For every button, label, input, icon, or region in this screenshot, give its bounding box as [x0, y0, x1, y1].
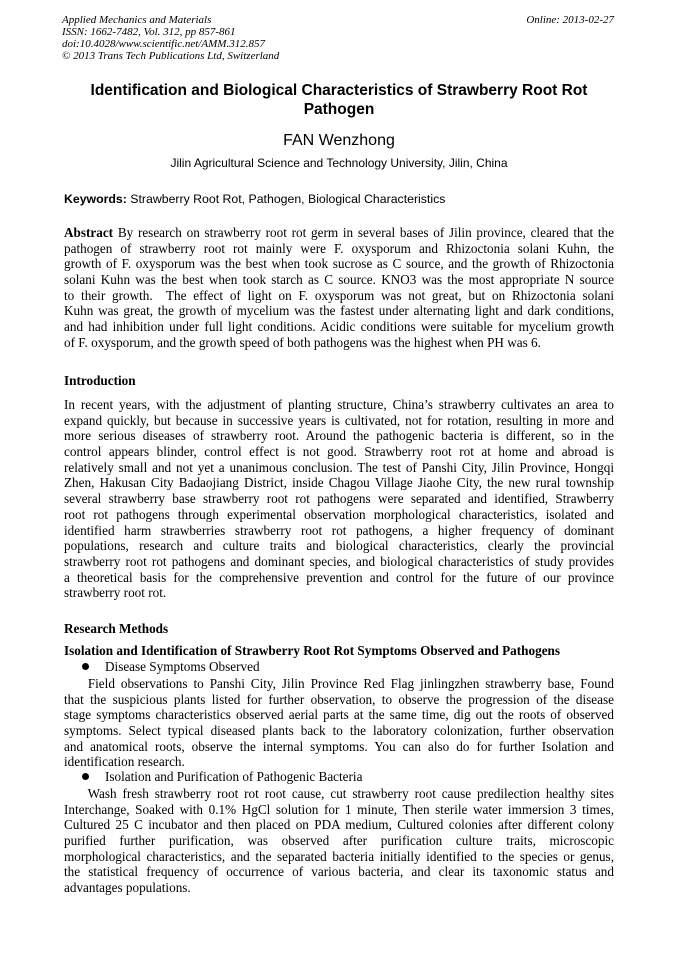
doi: doi:10.4028/www.scientific.net/AMM.312.857 — [62, 38, 265, 50]
issn: ISSN: 1662-7482, Vol. 312, pp 857-861 — [62, 26, 236, 38]
line-text: root rot pathogens through experimental observation morphological characteristics, isolated and — [64, 506, 614, 522]
text-line — [64, 538, 614, 554]
author: FAN Wenzhong — [283, 132, 395, 149]
disease-symptoms-paragraph — [64, 676, 614, 770]
copyright: © 2013 Trans Tech Publications Ltd, Switzerland — [62, 50, 280, 62]
line-text: morphological characteristics, and the separated bacteria initially identified to the species or genus, — [64, 848, 614, 864]
text-line — [64, 554, 614, 570]
bullet-item — [82, 659, 260, 675]
line-text: Interchange, Soaked with 0.1% HgCl solution for 1 minute, Then sterile water immersion 3 times, — [64, 801, 614, 817]
text-line — [64, 507, 614, 523]
line-text: of F. oxysporum, and the growth speed of both pathogens was the highest when PH was 6. — [64, 334, 541, 350]
line-text: strawberry root rot. — [64, 585, 167, 601]
line-text: Cultured 25 C incubator and then placed on PDA medium, Cultured colonies after different colony — [64, 817, 614, 833]
text-line — [64, 241, 614, 257]
title-line: Identification and Biological Characteristics of Strawberry Root Rot — [90, 82, 588, 99]
text-line — [64, 335, 614, 351]
text-line — [64, 707, 614, 723]
text-line — [64, 256, 614, 272]
bullet-label: Isolation and Purification of Pathogenic Bacteria — [105, 769, 363, 784]
abstract-label: Abstract — [64, 225, 114, 240]
text-line — [64, 817, 614, 833]
text-line — [64, 303, 614, 319]
line-text: In recent years, with the adjustment of planting structure, China’s strawberry cultivates an area to — [64, 397, 614, 412]
keywords-text: Strawberry Root Rot, Pathogen, Biological Characteristics — [126, 192, 446, 206]
text-line — [64, 397, 614, 413]
journal-name: Applied Mechanics and Materials — [62, 14, 212, 26]
line-text: strawberry root rot pathogens and dominant species, and biological characteristics of study provides — [64, 553, 614, 569]
line-text: purified further purification, was observed after purification culture traits, microscopic — [64, 833, 614, 849]
line-text: Field observations to Panshi City, Jilin Province Red Flag jinlingzhen strawberry base, Found — [64, 676, 615, 691]
line-text: several strawberry base strawberry root rot pathogens were separated and identified, Strawberry — [64, 491, 614, 507]
line-text: By research on strawberry root rot germ in several bases of Jilin province, cleared that the — [113, 225, 614, 240]
text-line — [64, 739, 614, 755]
title-line: Pathogen — [303, 101, 375, 118]
bullet-icon — [82, 663, 89, 670]
line-text: that the suspicious plants listed for further observation, to observe the progression of the disease — [64, 691, 614, 707]
text-line — [64, 413, 614, 429]
line-text: to their growth. The effect of light on F. oxysporum was not great, but on Rhizoctonia solani — [64, 287, 614, 303]
methods-subheading: Isolation and Identification of Strawberry Root Rot Symptoms Observed and Pathogens — [64, 643, 561, 658]
text-line — [64, 864, 614, 880]
line-text: the statistical frequency of occurrence of various bacteria, and clear its taxonomic status and — [64, 864, 614, 880]
line-text: Kuhn was great, the growth of mycelium was the fastest under alternating light and dark conditions, — [64, 303, 614, 319]
line-text: relatively small and not yet a unanimous conclusion. The test of Panshi City, Jilin Province, Hongqi — [64, 459, 614, 475]
bullet-icon — [82, 773, 89, 780]
text-line — [64, 676, 614, 692]
keywords-label: Keywords: — [64, 192, 127, 206]
text-line — [64, 225, 614, 241]
text-line — [64, 523, 614, 539]
text-line — [64, 880, 614, 896]
text-line — [64, 849, 614, 865]
methods-heading: Research Methods — [64, 621, 169, 636]
text-line — [64, 444, 614, 460]
line-text: expand quickly, but because in successive years is cultivated, not for rotation, resulting in more and — [64, 412, 614, 428]
affiliation: Jilin Agricultural Science and Technology University, Jilin, China — [170, 156, 508, 170]
line-text: identified harm strawberries strawberry root rot pathogens, a higher frequency of dominant — [64, 522, 614, 538]
text-line — [64, 570, 614, 586]
line-text: populations, research and culture traits and biological characteristics, clearly the provincial — [64, 538, 614, 554]
line-text: identification research. — [64, 754, 185, 770]
text-line — [64, 428, 614, 444]
journal-header — [62, 14, 279, 62]
line-text: more serious diseases of strawberry root. Around the pathogenic bacteria is different, so in the — [64, 428, 614, 444]
text-line — [64, 272, 614, 288]
text-line — [64, 585, 614, 601]
line-text: and had inhibition under full light conditions. Acidic conditions were suitable for mycelium growth — [64, 319, 614, 335]
line-text: Wash fresh strawberry root rot root cause, cut strawberry root cause predilection healthy sites — [64, 786, 615, 801]
keywords — [64, 192, 445, 207]
isolation-paragraph — [64, 786, 614, 896]
introduction-paragraph — [64, 397, 614, 601]
text-line — [64, 288, 614, 304]
text-line — [64, 723, 614, 739]
introduction-heading: Introduction — [64, 373, 136, 388]
line-text: stage symptoms characteristics observed aerial parts at the same time, dig out the roots of observed — [64, 707, 614, 723]
text-line — [64, 692, 614, 708]
bullet-label: Disease Symptoms Observed — [105, 659, 260, 674]
line-text: control appears blinder, control effect is not good. Strawberry root rot at home and abroad is — [64, 444, 614, 460]
text-line — [64, 754, 614, 770]
text-line — [64, 833, 614, 849]
paper-title — [64, 81, 614, 119]
line-text: pathogen of strawberry root rot mainly were F. oxysporum and Rhizoctonia solani Kuhn, the — [64, 240, 614, 256]
text-line — [64, 786, 614, 802]
text-line — [64, 491, 614, 507]
text-line — [64, 460, 614, 476]
line-text: advantages populations. — [64, 880, 191, 896]
line-text: symptoms. Select typical diseased plants back to the laboratory colonization, further observation — [64, 723, 614, 739]
bullet-item — [82, 769, 362, 785]
abstract — [64, 225, 614, 351]
line-text: solani Kuhn was the best when took starch as C source. KNO3 was the most appropriate N source — [64, 272, 614, 288]
text-line — [64, 802, 614, 818]
text-line — [64, 319, 614, 335]
online-date: Online: 2013-02-27 — [526, 14, 614, 26]
text-line — [64, 475, 614, 491]
line-text: a theoretical basis for the comprehensive prevention and control for the future of our province — [64, 569, 614, 585]
line-text: growth of F. oxysporum was the best when took sucrose as C source, and the growth of Rhizoctonia — [64, 256, 614, 272]
line-text: Zhen, Hakusan City Badaojiang District, inside Chagou Village Jiaohe City, the new rural township — [64, 475, 614, 491]
line-text: and anatomical roots, observe the internal symptoms. You can also do for further Isolation and — [64, 738, 614, 754]
